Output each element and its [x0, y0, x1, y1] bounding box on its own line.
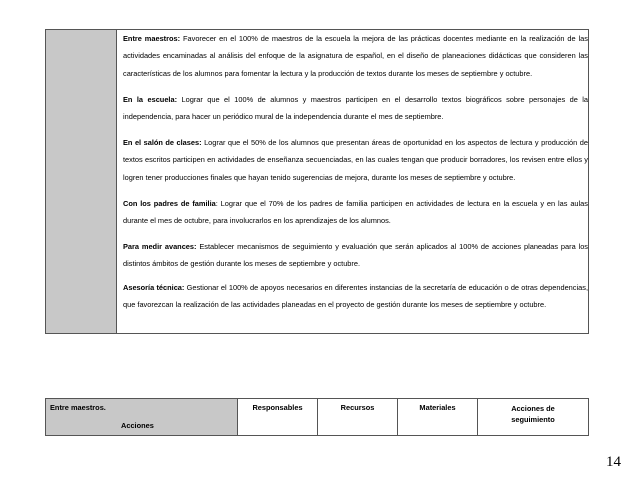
goal-label: En la escuela:	[123, 94, 178, 104]
goal-text: Gestionar el 100% de apoyos necesarios en diferentes instancias de la secretaría de educación o de otras dependencias, que favorezcan la realización de las actividades planeadas en el proyecto de gestión durante los meses de septiembre y octubre.	[123, 282, 588, 310]
goal-text: Lograr que el 50% de los alumnos que presentan áreas de oportunidad en los aspectos de lectura y producción de textos escritos participen en actividades de enseñanza secuenciadas, en las cuales tengan que producir borradores, los revisen entre ellos y logren tener producciones finales que hayan tenido sugerencias de mejora, durante los meses de septiembre y octubre.	[123, 138, 588, 182]
goals-table	[45, 29, 589, 334]
header-recursos-label: Recursos	[340, 403, 375, 412]
goal-text: Establecer mecanismos de seguimiento y evaluación que serán aplicados al 100% de acciones planeadas para los distintos ámbitos de gestión durante los meses de septiembre y octubre.	[123, 242, 589, 269]
header-acciones: Acciones	[121, 421, 154, 430]
header-materiales-label: Materiales	[419, 403, 456, 412]
header-acciones-seguimiento-label	[478, 403, 588, 425]
goal-asesoria-tecnica	[123, 279, 588, 314]
goal-label: En el salón de clases:	[123, 138, 202, 148]
goal-label: Asesoría técnica:	[123, 282, 185, 292]
header-materiales	[398, 399, 478, 435]
goal-en-la-escuela	[123, 91, 588, 126]
header-entre-maestros-title: Entre maestros.	[50, 403, 106, 412]
header-acciones-seguimiento-line2: seguimiento	[511, 415, 555, 424]
header-entre-maestros	[46, 399, 238, 435]
goal-medir-avances	[123, 238, 588, 273]
header-responsables-label: Responsables	[252, 403, 303, 412]
goal-text: Favorecer en el 100% de maestros de la escuela la mejora de las prácticas docentes mediante en la realización de las actividades encaminadas al análisis del enfoque de la asignatura de español, en el diseño de planeaciones didácticas que consideren las características de los alumnos para fomentar la lectura y la producción de textos durante los meses de septiembre y octubre.	[123, 34, 588, 78]
goal-text: Lograr que el 100% de alumnos y maestros participen en el desarrollo textos biográficos sobre personajes de la independencia, para hacer un periódico mural de la independencia durante el mes de septiembre.	[123, 94, 588, 122]
actions-table-header	[45, 398, 589, 436]
header-recursos	[318, 399, 398, 435]
goal-text: : Lograr que el 70% de los padres de familia participen en actividades de lectura en la escuela y en las aulas durante el mes de octubre, para involucrarlos en los aprendizajes de los alumnos.	[123, 198, 588, 226]
page-number: 14	[606, 454, 621, 470]
goals-table-gray-column	[46, 30, 117, 333]
header-acciones-seguimiento	[478, 399, 588, 435]
goal-label: Para medir avances:	[123, 242, 197, 252]
goals-content	[117, 30, 588, 333]
goal-padres-de-familia	[123, 195, 588, 230]
header-acciones-seguimiento-line1: Acciones de	[511, 404, 555, 413]
header-responsables	[238, 399, 318, 435]
goal-entre-maestros	[123, 30, 588, 82]
goal-label: Entre maestros:	[123, 34, 181, 43]
goal-label: Con los padres de familia	[123, 198, 216, 208]
goal-salon-de-clases	[123, 134, 588, 186]
